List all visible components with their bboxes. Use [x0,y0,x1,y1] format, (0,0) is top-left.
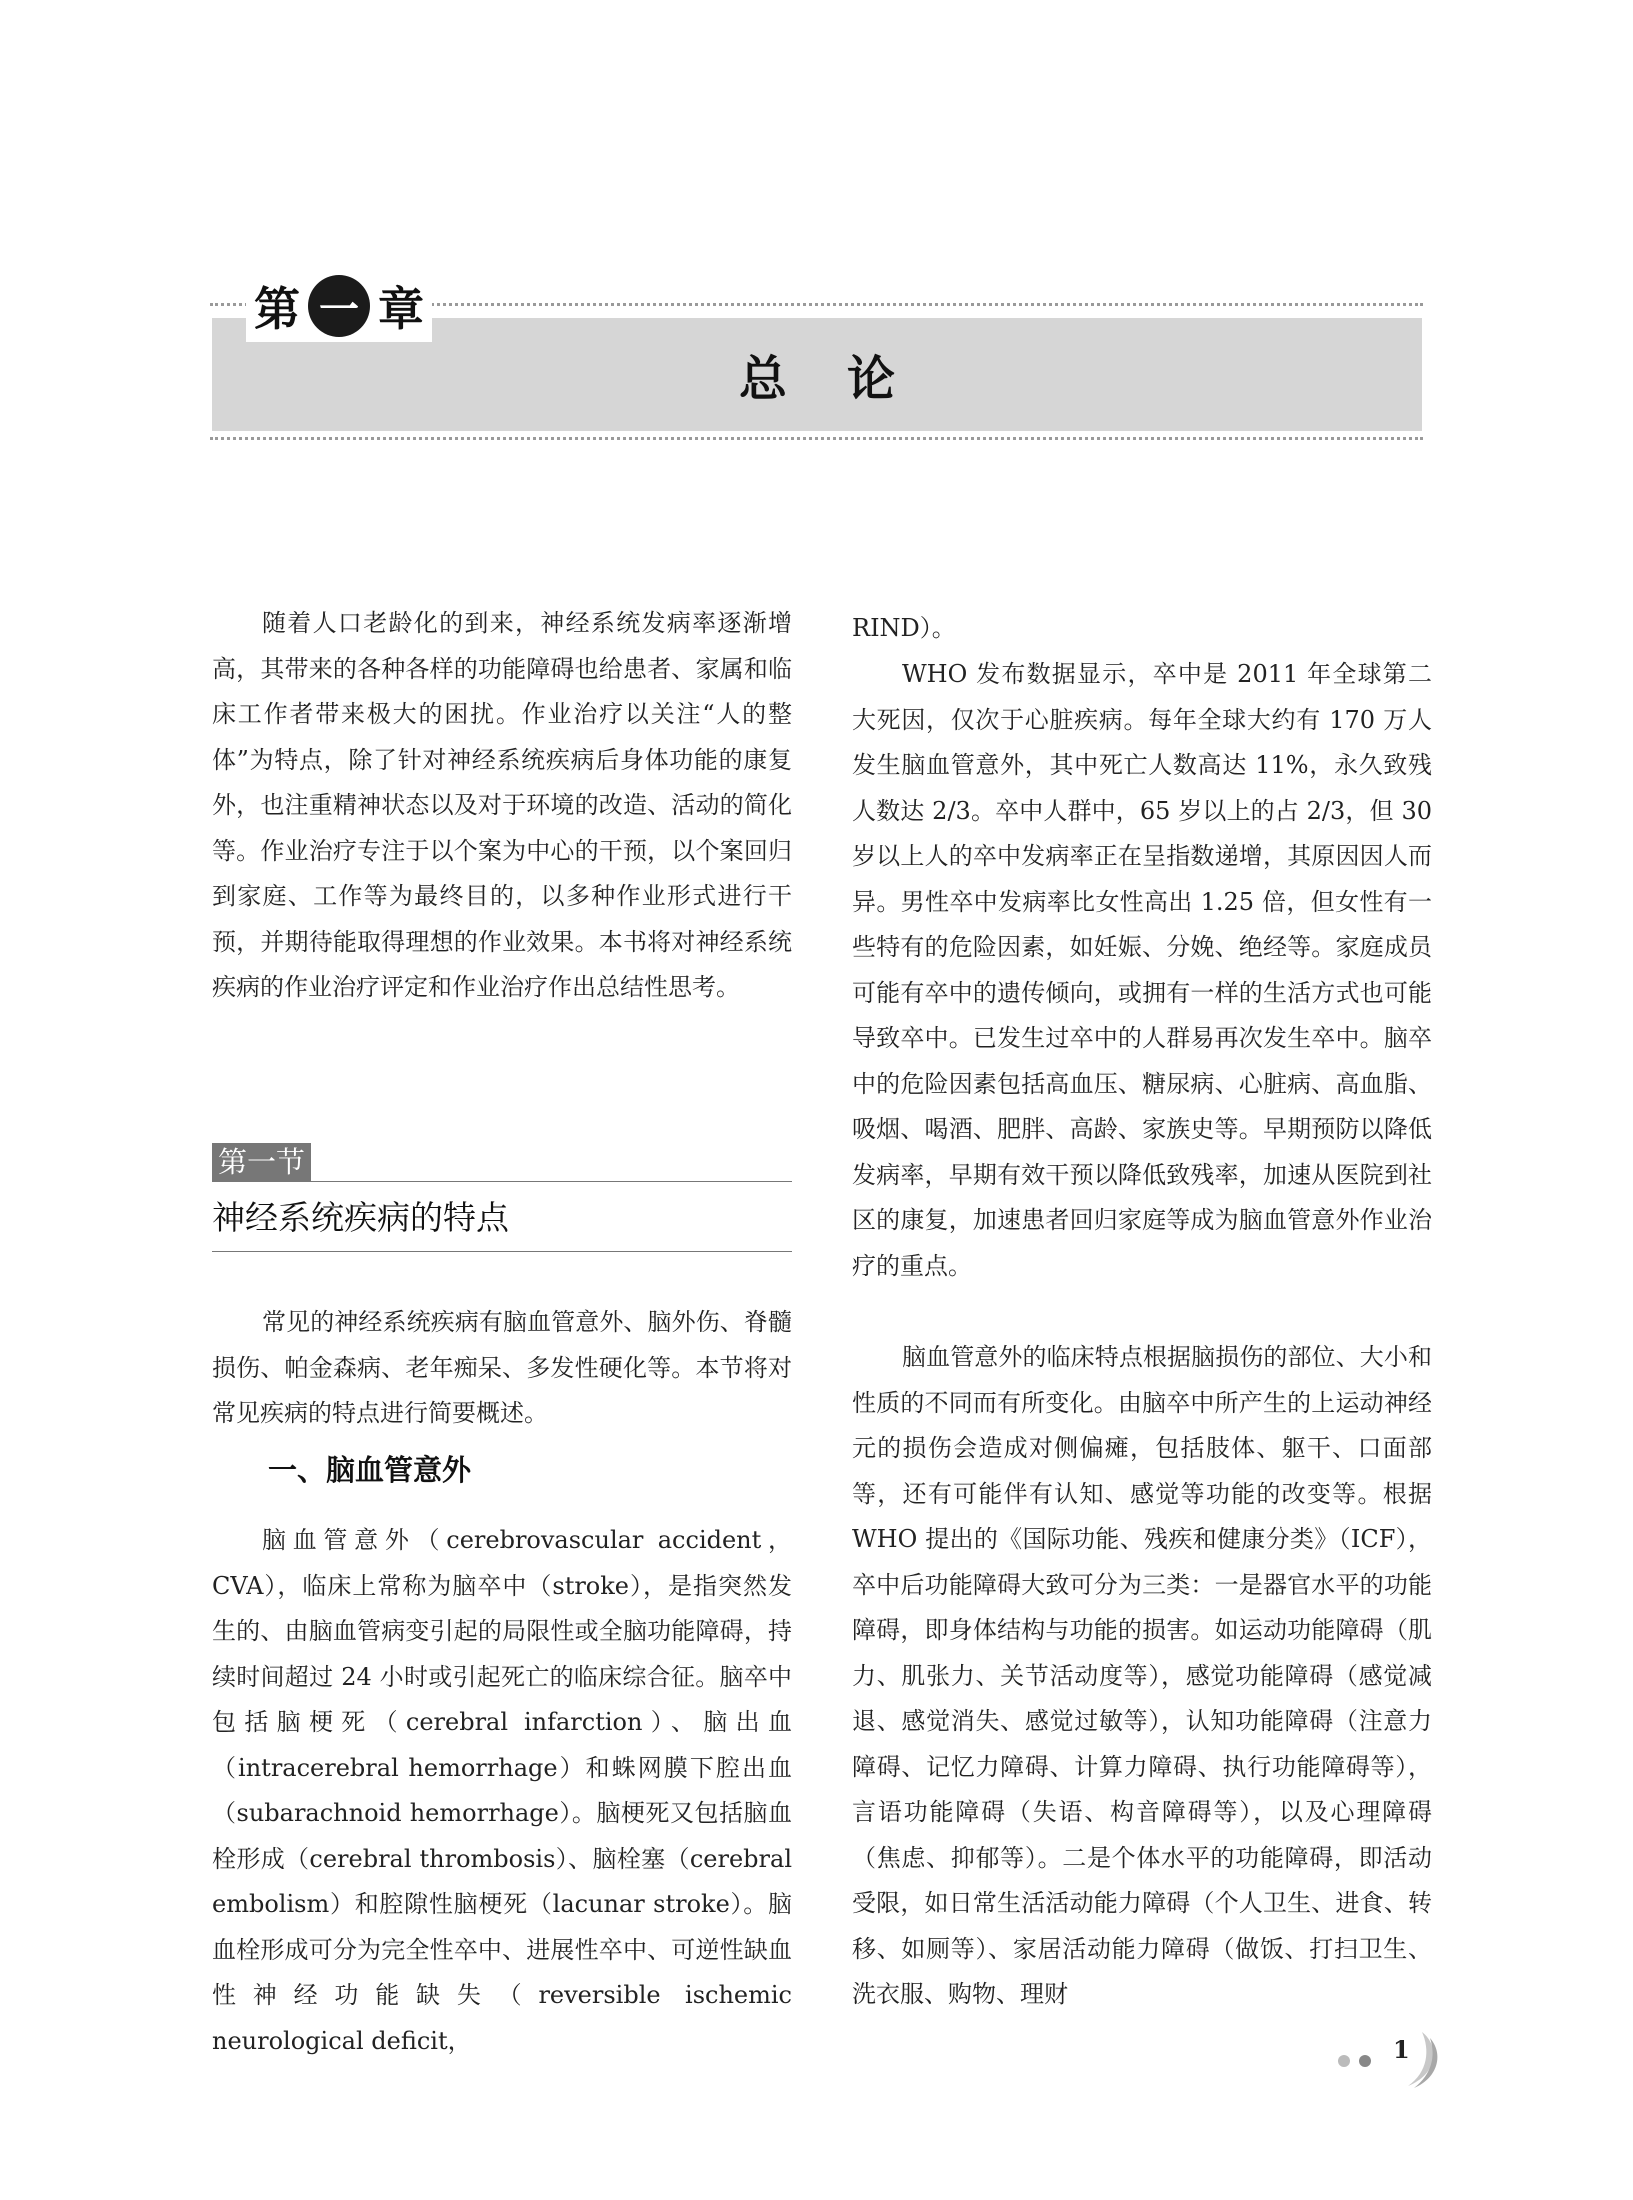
section-rule-top [212,1181,792,1182]
rind-continuation: RIND）。 [852,614,956,642]
footer-dots [1338,2052,1375,2071]
who-paragraph: WHO 发布数据显示，卒中是 2011 年全球第二大死因，仅次于心脏疾病。每年全球大约有 170 万人发生脑血管意外，其中死亡人数高达 11%，永久致残人数达 2/3。卒中人群中，65 岁以上的占 2/3，但 30 岁以上人的卒中发病率正在呈指数递增，其原因因人而异。男性卒中发病率比女性高出 1.25 倍，但女性有一些特有的危险因素，如妊娠、分娩、绝经等。家庭成员可能有卒中的遗传倾向，或拥有一样的生活方式也可能导致卒中。已发生过卒中的人群易再次发生卒中。脑卒中的危险因素包括高血压、糖尿病、心脏病、高血脂、吸烟、喝酒、肥胖、高龄、家族史等。早期预防以降低发病率，早期有效干预以降低致残率，加速从医院到社区的康复，加速患者回归家庭等成为脑血管意外作业治疗的重点。 [852,660,1432,1280]
section-tag: 第一节 [212,1143,311,1182]
chapter-suffix: 章 [378,282,424,336]
footer-dot-light [1338,2055,1350,2067]
page-footer [1338,2030,1448,2090]
chapter-prefix: 第 [254,282,300,336]
section-title: 神经系统疾病的特点 [212,1198,509,1237]
page-number: 1 [1393,2035,1410,2064]
subsection-title: 一、脑血管意外 [268,1453,472,1487]
cva-paragraph: 脑血管意外（cerebrovascular accident，CVA），临床上常称为脑卒中（stroke），是指突然发生的、由脑血管病变引起的局限性或全脑功能障碍，持续时间超过 24 小时或引起死亡的临床综合征。脑卒中包括脑梗死（cerebral infarction）、脑出血（intracerebral hemorrhage）和蛛网膜下腔出血（subarachnoid hemorrhage）。脑梗死又包括脑血栓形成（cerebral thrombosis）、脑栓塞（cerebral embolism）和腔隙性脑梗死（lacunar stroke）。脑血栓形成可分为完全性卒中、进展性卒中、可逆性缺血性神经功能缺失（reversible ischemic neurological deficit， [212,1526,792,2055]
clinical-paragraph: 脑血管意外的临床特点根据脑损伤的部位、大小和性质的不同而有所变化。由脑卒中所产生的上运动神经元的损伤会造成对侧偏瘫，包括肢体、躯干、口面部等，还有可能伴有认知、感觉等功能的改变等。根据 WHO 提出的《国际功能、残疾和健康分类》（ICF），卒中后功能障碍大致可分为三类：一是器官水平的功能障碍，即身体结构与功能的损害。如运动功能障碍（肌力、肌张力、关节活动度等），感觉功能障碍（感觉减退、感觉消失、感觉过敏等），认知功能障碍（注意力障碍、记忆力障碍、计算力障碍、执行功能障碍等），言语功能障碍（失语、构音障碍等），以及心理障碍（焦虑、抑郁等）。二是个体水平的功能障碍，即活动受限，如日常生活活动能力障碍（个人卫生、进食、转移、如厕等）、家居活动能力障碍（做饭、打扫卫生、洗衣服、购物、理财 [852,1343,1432,2008]
footer-dot-dark [1359,2055,1371,2067]
chapter-title: 总论 [738,351,955,407]
section-intro-paragraph: 常见的神经系统疾病有脑血管意外、脑外伤、脊髓损伤、帕金森病、老年痴呆、多发性硬化等。本节将对常见疾病的特点进行简要概述。 [212,1308,792,1427]
chapter-number-badge: 一 [308,275,370,337]
section-rule-bottom [212,1251,792,1252]
chapter-bottom-dotted-rule [210,437,1423,440]
intro-paragraph: 随着人口老龄化的到来，神经系统发病率逐渐增高，其带来的各种各样的功能障碍也给患者、家属和临床工作者带来极大的困扰。作业治疗以关注“人的整体”为特点，除了针对神经系统疾病后身体功能的康复外，也注重精神状态以及对于环境的改造、活动的简化等。作业治疗专注于以个案为中心的干预，以个案回归到家庭、工作等为最终目的，以多种作业形式进行干预，并期待能取得理想的作业效果。本书将对神经系统疾病的作业治疗评定和作业治疗作出总结性思考。 [212,609,792,1001]
footer-swoosh-icon [1378,2028,1448,2092]
